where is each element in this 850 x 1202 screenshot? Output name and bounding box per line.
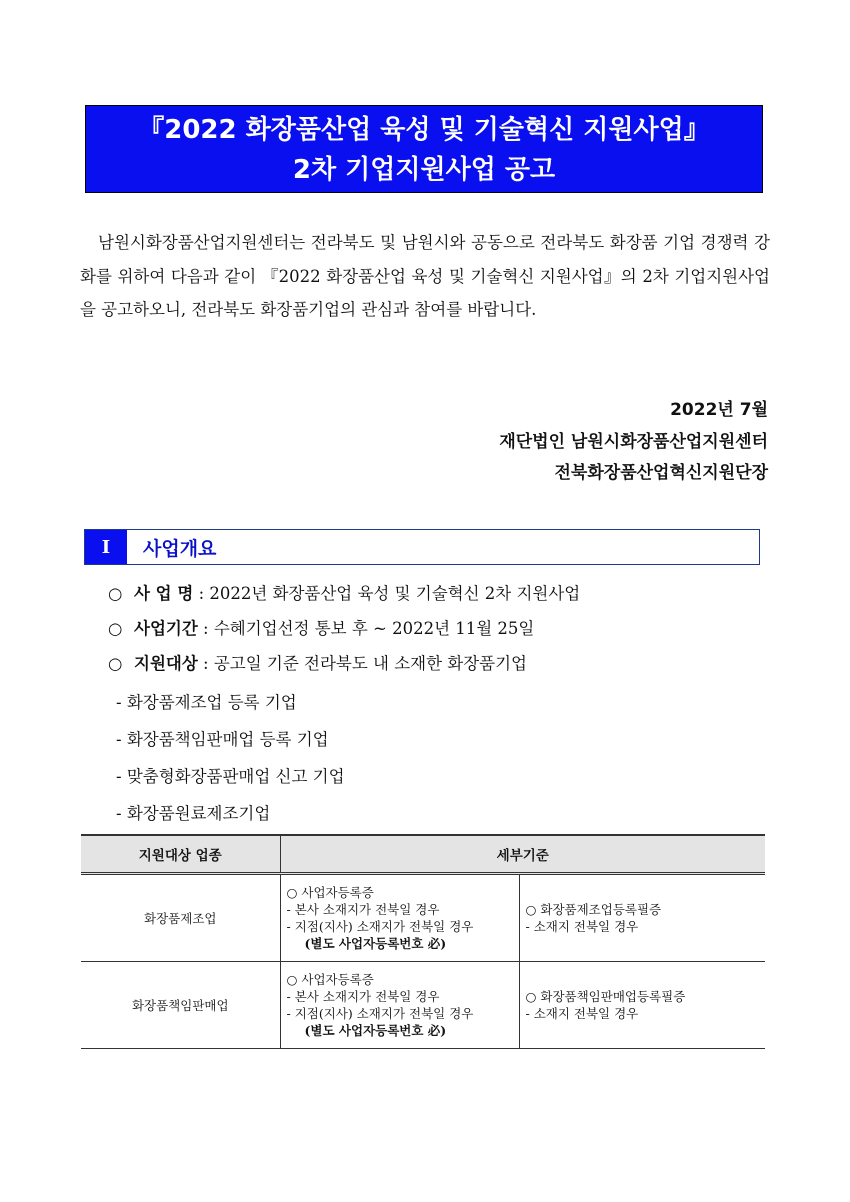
criteria-line: - 소재지 전북일 경우 — [525, 1006, 639, 1021]
target-item: - 화장품원료제조기업 — [116, 804, 271, 823]
criteria-note: (별도 사업자등록번호 必) — [304, 936, 447, 951]
title-line-1: 『2022 화장품산업 육성 및 기술혁신 지원사업』 — [138, 115, 710, 145]
criteria-line: ○ 화장품책임판매업등록필증 — [525, 989, 686, 1004]
target-item: - 맞춤형화장품판매업 신고 기업 — [116, 767, 345, 786]
table-header-criteria: 세부기준 — [280, 835, 765, 874]
criteria-line: - 본사 소재지가 전북일 경우 — [286, 989, 440, 1004]
overview-item-target — [108, 650, 527, 674]
industry-name: 화장품제조업 — [81, 874, 280, 962]
overview-key: 지원대상 — [134, 654, 198, 673]
criteria-note: (별도 사업자등록번호 必) — [304, 1023, 447, 1038]
criteria-right — [519, 874, 765, 962]
criteria-line: ○ 사업자등록증 — [286, 972, 374, 987]
announcement-date: 2022년 7월 — [670, 400, 768, 420]
overview-value: : 공고일 기준 전라북도 내 소재한 화장품기업 — [203, 654, 527, 673]
industry-name: 화장품책임판매업 — [81, 962, 280, 1049]
criteria-left — [280, 962, 519, 1049]
target-item: - 화장품제조업 등록 기업 — [116, 693, 297, 712]
overview-item-period — [108, 615, 534, 639]
criteria-right — [519, 962, 765, 1049]
bullet-circle: ○ — [108, 619, 123, 638]
criteria-line: - 본사 소재지가 전북일 경우 — [286, 902, 440, 917]
overview-value: : 2022년 화장품산업 육성 및 기술혁신 2차 지원사업 — [198, 584, 581, 603]
announcement-title-banner — [85, 105, 763, 193]
section-title: 사업개요 — [143, 537, 217, 560]
overview-key: 사업기간 — [134, 619, 198, 638]
overview-value: : 수혜기업선정 통보 후 ~ 2022년 11월 25일 — [203, 619, 535, 638]
table-row — [81, 874, 765, 962]
overview-key: 사 업 명 — [134, 584, 194, 603]
bullet-circle: ○ — [108, 654, 123, 673]
criteria-line: - 소재지 전북일 경우 — [525, 919, 639, 934]
criteria-line: - 지점(지사) 소재지가 전북일 경우 — [286, 919, 474, 934]
target-item: - 화장품책임판매업 등록 기업 — [116, 730, 329, 749]
section-number: Ⅰ — [85, 530, 127, 564]
criteria-line: ○ 화장품제조업등록필증 — [525, 902, 662, 917]
organization-name-1: 재단법인 남원시화장품산업지원센터 — [499, 432, 768, 452]
title-line-2: 2차 기업지원사업 공고 — [292, 155, 556, 185]
criteria-left — [280, 874, 519, 962]
organization-name-2: 전북화장품산업혁신지원단장 — [554, 463, 768, 483]
table-header-industry: 지원대상 업종 — [81, 835, 280, 874]
section-header — [84, 529, 760, 565]
intro-paragraph: 남원시화장품산업지원센터는 전라북도 및 남원시와 공동으로 전라북도 화장품 기업 경쟁력 강화를 위하여 다음과 같이 『2022 화장품산업 육성 및 기술혁신 지원사업』의 2차 기업지원사업을 공고하오니, 전라북도 화장품기업의 관심과 참여를 바랍니다. — [80, 233, 770, 319]
criteria-line: - 지점(지사) 소재지가 전북일 경우 — [286, 1006, 474, 1021]
overview-item-project-name — [108, 580, 580, 604]
criteria-table — [81, 834, 765, 1049]
bullet-circle: ○ — [108, 584, 123, 603]
criteria-line: ○ 사업자등록증 — [286, 885, 374, 900]
table-row — [81, 962, 765, 1049]
